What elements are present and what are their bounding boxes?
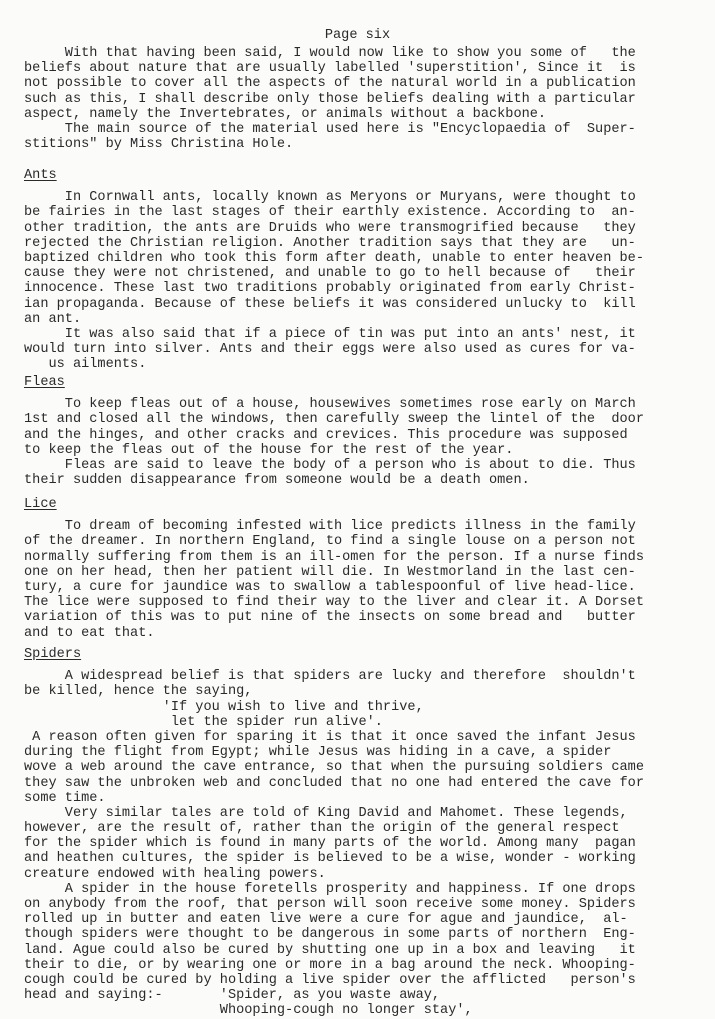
text-line: A spider in the house foretells prosperity and happiness. If one drops <box>24 881 636 897</box>
text-line: To dream of becoming infested with lice predicts illness in the family <box>24 519 636 535</box>
text-line: they saw the unbroken web and concluded that no one had entered the cave for <box>24 775 644 791</box>
text-line: of the dreamer. In northern England, to find a single louse on a person not <box>24 534 636 550</box>
page-title: Page six <box>324 28 391 43</box>
text-line: during the flight from Egypt; while Jesus was hiding in a cave, a spider <box>24 745 612 761</box>
section-ants <box>24 168 714 372</box>
text-line: In Cornwall ants, locally known as Meryons or Muryans, were thought to <box>24 190 636 206</box>
text-line: their to die, or by wearing one or more in a bag around the neck. Whooping- <box>24 957 636 973</box>
text-line: some time. <box>24 790 106 806</box>
text-line: The lice were supposed to find their way to the liver and clear it. A Dorset <box>24 595 644 611</box>
text-line: To keep fleas out of a house, housewives sometimes rose early on March <box>24 397 636 413</box>
text-line: one on her head, then her patient will die. In Westmorland in the last cen- <box>24 564 636 580</box>
text-line: land. Ague could also be cured by shutting one up in a box and leaving it <box>24 942 636 958</box>
text-line: Very similar tales are told of King David and Mahomet. These legends, <box>24 805 628 821</box>
text-line: ian propaganda. Because of these beliefs it was considered unlucky to kill <box>24 296 636 312</box>
section-heading: Lice <box>24 497 57 512</box>
text-line: not possible to cover all the aspects of the natural world in a publication <box>24 76 636 92</box>
text-line: aspect, namely the Invertebrates, or animals without a backbone. <box>24 106 547 122</box>
section-heading: Fleas <box>24 375 65 390</box>
section-heading: Ants <box>24 168 57 183</box>
text-line: normally suffering from them is an ill-omen for the person. If a nurse finds <box>24 549 644 565</box>
text-line: wove a web around the cave entrance, so that when the pursuing soldiers came <box>24 760 644 776</box>
text-line: their sudden disappearance from someone would be a death omen. <box>24 473 530 489</box>
text-line: cough could be cured by holding a live spider over the afflicted person's <box>24 972 636 988</box>
text-line: would turn into silver. Ants and their eggs were also used as cures for va- <box>24 342 636 358</box>
text-line: such as this, I shall describe only those beliefs dealing with a particular <box>24 91 636 107</box>
text-line: however, are the result of, rather than the origin of the general respect <box>24 821 620 837</box>
text-line: rejected the Christian religion. Another tradition says that they are un- <box>24 235 636 251</box>
text-line: to keep the fleas out of the house for the rest of the year. <box>24 442 514 458</box>
section-heading: Spiders <box>24 647 82 662</box>
text-line: let the spider run alive'. <box>24 714 383 730</box>
text-line: The main source of the material used here is "Encyclopaedia of Super- <box>24 121 636 137</box>
text-line: tury, a cure for jaundice was to swallow a tablespoonful of live head-lice. <box>24 579 636 595</box>
text-line: and to eat that. <box>24 625 155 641</box>
text-line: Whooping-cough no longer stay', <box>24 1003 473 1019</box>
text-line: baptized children who took this form after death, unable to enter heaven be- <box>24 250 644 266</box>
text-line: on anybody from the roof, that person will soon receive some money. Spiders <box>24 897 636 912</box>
text-line: With that having been said, I would now like to show you some of the <box>24 46 636 61</box>
text-line: for the spider which is found in many parts of the world. Among many pagan <box>24 836 636 852</box>
text-line: other tradition, the ants are Druids who were transmogrified because they <box>24 220 636 236</box>
text-line: A reason often given for sparing it is that it once saved the infant Jesus <box>24 729 636 745</box>
text-line: beliefs about nature that are usually labelled 'superstition', Since it is <box>24 61 636 77</box>
text-line: and the hinges, and other cracks and crevices. This procedure was supposed <box>24 427 628 443</box>
text-line: rolled up in butter and eaten live were a cure for ague and jaundice, al- <box>24 912 628 928</box>
text-line: variation of this was to put nine of the insects on some bread and butter <box>24 610 636 626</box>
text-line: be fairies in the last stages of their earthly existence. According to an- <box>24 205 636 221</box>
text-line: us ailments. <box>24 357 147 373</box>
text-line: innocence. These last two traditions probably originated from early Christ- <box>24 281 636 297</box>
section-lice <box>24 497 714 641</box>
text-line: 'If you wish to live and thrive, <box>24 699 424 715</box>
text-line: Fleas are said to leave the body of a person who is about to die. Thus <box>24 457 636 473</box>
text-line: be killed, hence the saying, <box>24 684 253 700</box>
section-fleas <box>24 375 714 488</box>
text-line: an ant. <box>24 311 82 327</box>
text-line: creature endowed with healing powers. <box>24 866 326 882</box>
section-spiders <box>24 647 714 1019</box>
text-line: A widespread belief is that spiders are lucky and therefore shouldn't <box>24 669 636 685</box>
text-line: head and saying:- 'Spider, as you waste away, <box>24 988 441 1004</box>
text-line: cause they were not christened, and unable to go to hell because of their <box>24 266 636 282</box>
intro-paragraph <box>24 46 714 152</box>
text-line: It was also said that if a piece of tin was put into an ants' nest, it <box>24 326 636 342</box>
text-line: 1st and closed all the windows, then carefully sweep the lintel of the door <box>24 412 644 428</box>
text-line: stitions" by Miss Christina Hole. <box>24 137 294 153</box>
text-line: though spiders were thought to be dangerous in some parts of northern Eng- <box>24 927 636 943</box>
text-line: and heathen cultures, the spider is believed to be a wise, wonder - working <box>24 851 636 867</box>
